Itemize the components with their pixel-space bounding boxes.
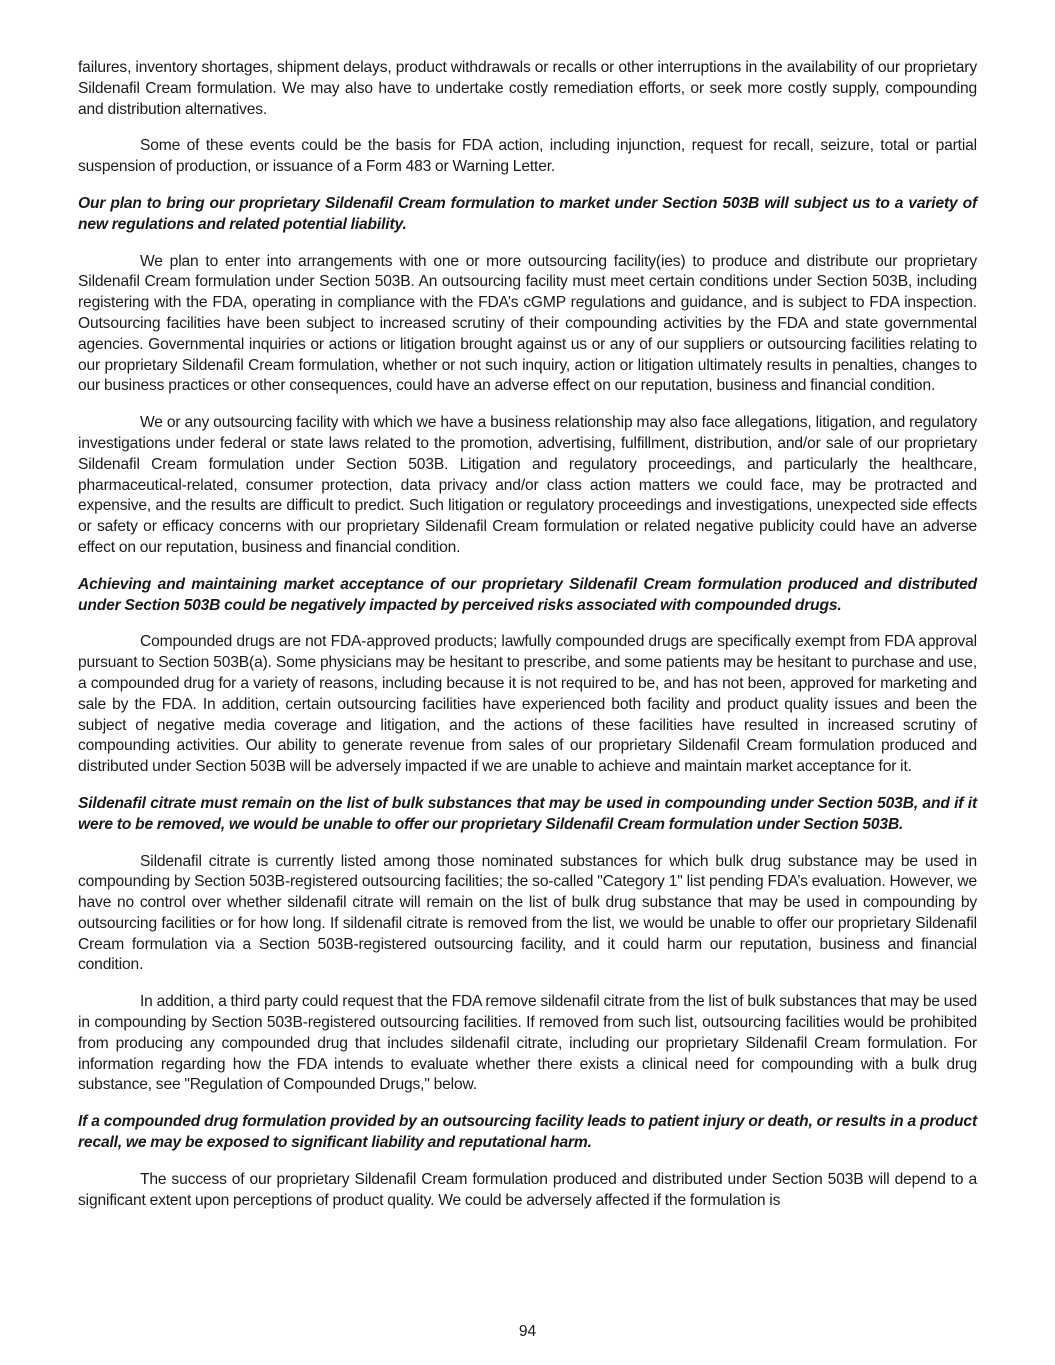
paragraph-litigation-investigations: We or any outsourcing facility with which we have a business relationship may also face allegations, litigation, and regulatory investigations under federal or state laws related to the promotion, advertising, fulfillment, distribution, and/or sale of our proprietary Sildenafil Cream formulation under Section 503B. Litigation and regulatory proceedings, and particularly the healthcare, pharmaceutical-related, consumer protection, data privacy and/or class action matters we could face, may be protracted and expensive, and the results are difficult to predict. Such litigation or regulatory proceedings and investigations, unexpected side effects or safety or efficacy concerns with our proprietary Sildenafil Cream formulation or related negative publicity could have an adverse effect on our reputation, business and financial condition. bbox=[78, 414, 977, 556]
heading-market-acceptance: Achieving and maintaining market acceptance of our proprietary Sildenafil Cream formulation produced and distributed under Section 503B could be negatively impacted by perceived risks associated with compounded drugs. bbox=[78, 575, 977, 614]
heading-section-503b-regulations: Our plan to bring our proprietary Sildenafil Cream formulation to market under Section 503B will subject us to a variety of new regulations and related potential liability. bbox=[78, 194, 977, 233]
paragraph-fda-action: Some of these events could be the basis for FDA action, including injunction, request for recall, seizure, total or partial suspension of production, or issuance of a Form 483 or Warning Letter. bbox=[78, 137, 977, 176]
paragraph-compounded-drugs: Compounded drugs are not FDA-approved products; lawfully compounded drugs are specifically exempt from FDA approval pursuant to Section 503B(a). Some physicians may be hesitant to prescribe, and some patients may be hesitant to purchase and use, a compounded drug for a variety of reasons, including because it is not required to be, and has not been, approved for marketing and sale by the FDA. In addition, certain outsourcing facilities have experienced both facility and product quality issues and been the subject of negative media coverage and litigation, and the actions of these facilities have resulted in increased scrutiny of compounding activities. Our ability to generate revenue from sales of our proprietary Sildenafil Cream formulation produced and distributed under Section 503B will be adversely impacted if we are unable to achieve and maintain market acceptance for it. bbox=[78, 633, 977, 776]
heading-bulk-substances-list: Sildenafil citrate must remain on the list of bulk substances that may be used in compounding under Section 503B, and if it were to be removed, we would be unable to offer our proprietary Sildenafil Cream formulation under Section 503B. bbox=[78, 794, 977, 833]
paragraph-third-party-removal: In addition, a third party could request that the FDA remove sildenafil citrate from the list of bulk substances that may be used in compounding by Section 503B-registered outsourcing facilities. If removed from such list, outsourcing facilities would be prohibited from producing any compounded drug that includes sildenafil citrate, including our proprietary Sildenafil Cream formulation. For information regarding how the FDA intends to evaluate whether there exists a clinical need for compounding with a bulk drug substance, see "Regulation of Compounded Drugs," below. bbox=[78, 993, 977, 1094]
paragraph-outsourcing-arrangements: We plan to enter into arrangements with one or more outsourcing facility(ies) to produce and distribute our proprietary Sildenafil Cream formulation under Section 503B. An outsourcing facility must meet certain conditions under Section 503B, including registering with the FDA, operating in compliance with the FDA’s cGMP regulations and guidance, and is subject to FDA inspection. Outsourcing facilities have been subject to increased scrutiny of their compounding activities by the FDA and state governmental agencies. Governmental inquiries or actions or litigation brought against us or any of our suppliers or outsourcing facilities relating to our proprietary Sildenafil Cream formulation, whether or not such inquiry, action or litigation ultimately results in penalties, changes to our business practices or other consequences, could have an adverse effect on our reputation, business and financial condition. bbox=[78, 252, 977, 395]
page-number: 94 bbox=[518, 1323, 537, 1340]
paragraph-category-1-list: Sildenafil citrate is currently listed among those nominated substances for which bulk drug substance may be used in compounding by Section 503B-registered outsourcing facilities; the so-called "Category 1" list pending FDA’s evaluation. However, we have no control over whether sildenafil citrate will remain on the list of bulk drug substance that may be used in compounding by outsourcing facilities or for how long. If sildenafil citrate is removed from the list, we would be unable to offer our proprietary Sildenafil Cream formulation via a Section 503B-registered outsourcing facility, and it could harm our reputation, business and financial condition. bbox=[78, 852, 977, 974]
document-page bbox=[78, 58, 977, 1227]
paragraph-product-quality: The success of our proprietary Sildenafil Cream formulation produced and distributed under Section 503B will depend to a significant extent upon perceptions of product quality. We could be adversely affected if the formulation is bbox=[78, 1170, 977, 1209]
paragraph-continuation: failures, inventory shortages, shipment delays, product withdrawals or recalls or other interruptions in the availability of our proprietary Sildenafil Cream formulation. We may also have to undertake costly remediation efforts, or seek more costly supply, compounding and distribution alternatives. bbox=[78, 59, 977, 118]
heading-patient-injury-liability: If a compounded drug formulation provided by an outsourcing facility leads to patient injury or death, or results in a product recall, we may be exposed to significant liability and reputational harm. bbox=[78, 1113, 977, 1152]
